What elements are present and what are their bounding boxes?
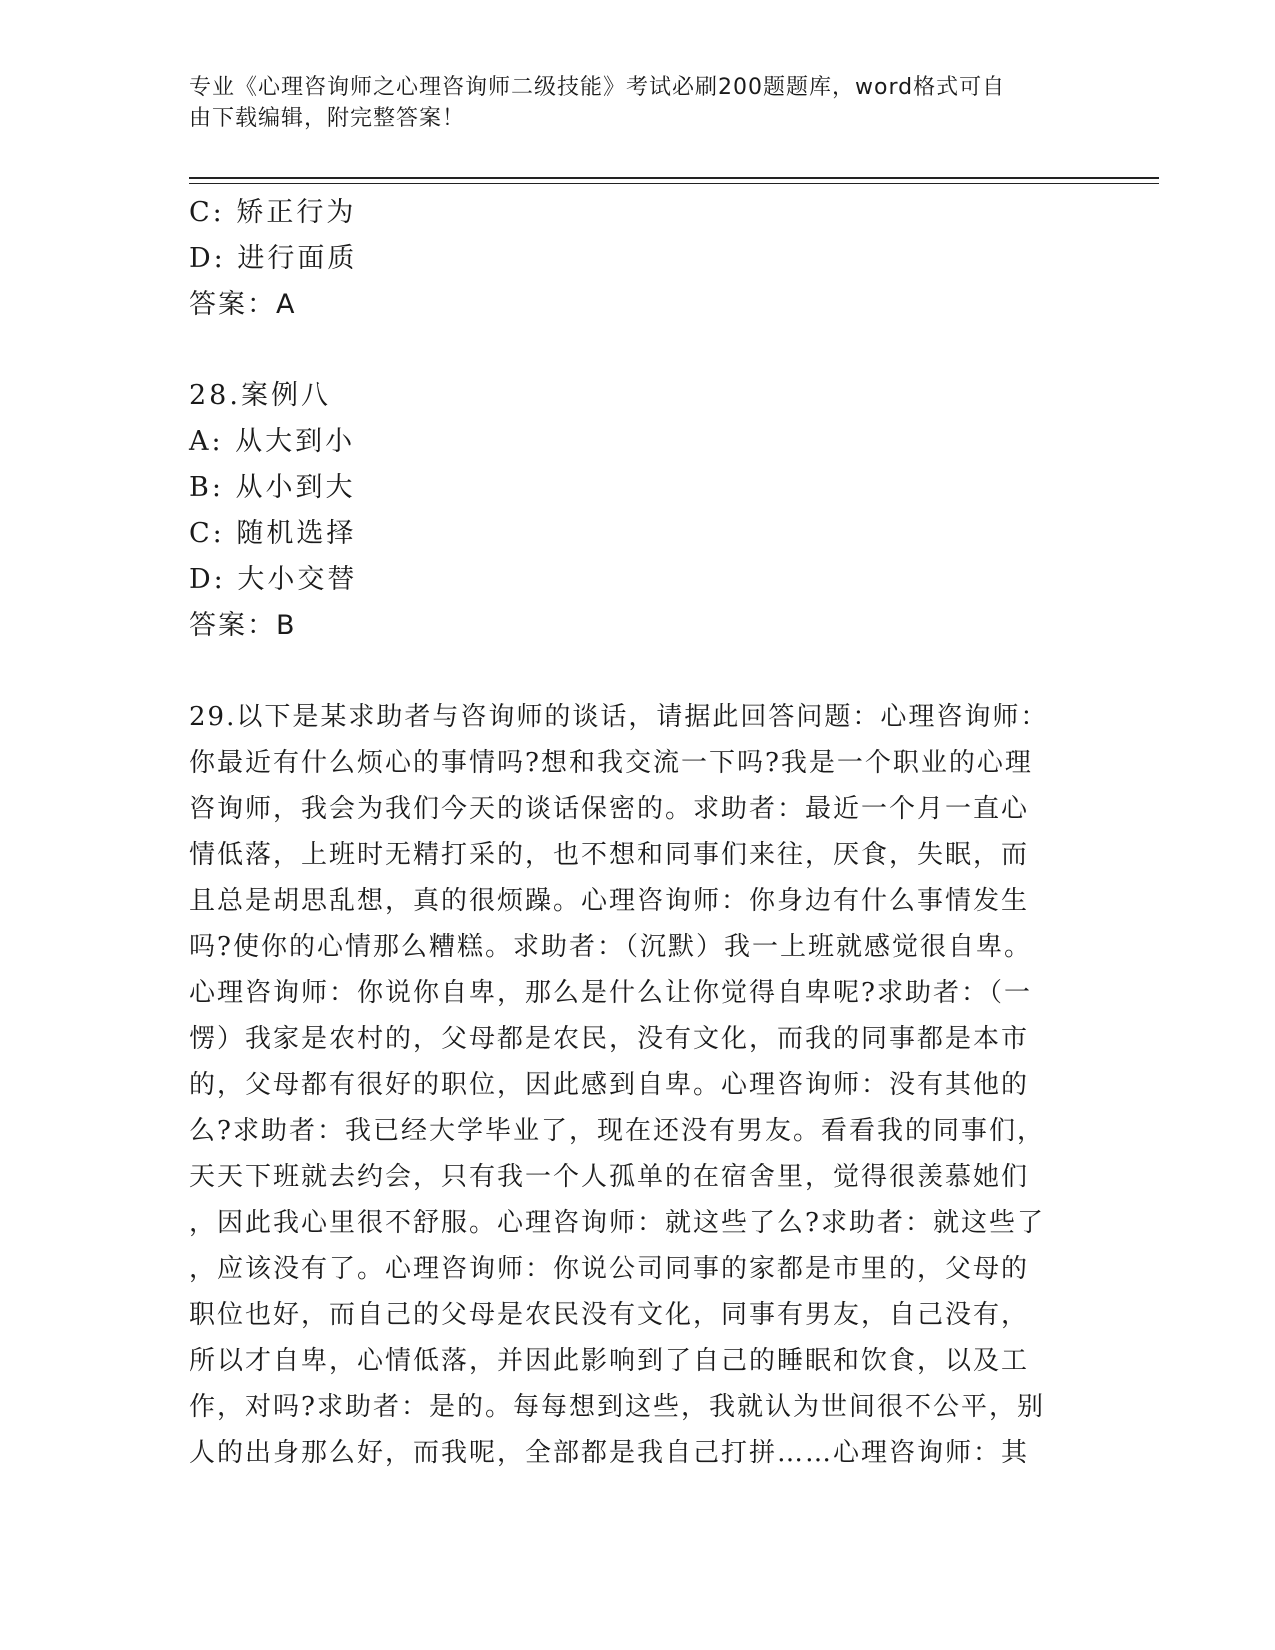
paragraph-line: 人的出身那么好，而我呢，全部都是我自己打拼……心理咨询师：其 [189, 1438, 1030, 1468]
paragraph-line: 且总是胡思乱想，真的很烦躁。心理咨询师：你身边有什么事情发生 [189, 886, 1030, 916]
option-b: B: 从小到大 [189, 472, 356, 503]
paragraph-line: ，应该没有了。心理咨询师：你说公司同事的家都是市里的，父母的 [189, 1254, 1030, 1284]
question-28 [189, 373, 1089, 649]
paragraph-line: 情低落，上班时无精打采的，也不想和同事们来往，厌食，失眠，而 [189, 840, 1030, 870]
answer-line: 答案：B [189, 610, 297, 641]
paragraph-line: 作，对吗?求助者：是的。每每想到这些，我就认为世间很不公平，别 [189, 1392, 1045, 1422]
header-divider-thick [189, 177, 1159, 179]
header-divider-thin [189, 183, 1159, 184]
paragraph-line: ，因此我心里很不舒服。心理咨询师：就这些了么?求助者：就这些了 [189, 1208, 1045, 1238]
paragraph-line: 吗?使你的心情那么糟糕。求助者：（沉默）我一上班就感觉很自卑。 [189, 932, 1032, 962]
option-c: C: 矫正行为 [189, 197, 357, 228]
question-stem: 28.案例八 [189, 380, 331, 411]
paragraph-line: 心理咨询师：你说你自卑，那么是什么让你觉得自卑呢?求助者：（一 [189, 978, 1032, 1008]
question-29 [189, 694, 1079, 1476]
question-27-tail [189, 190, 1089, 328]
paragraph-line: 天天下班就去约会，只有我一个人孤单的在宿舍里，觉得很羡慕她们 [189, 1162, 1030, 1192]
answer-line: 答案：A [189, 289, 297, 320]
paragraph-line: 么?求助者：我已经大学毕业了，现在还没有男友。看看我的同事们， [189, 1116, 1045, 1146]
paragraph-line: 你最近有什么烦心的事情吗?想和我交流一下吗?我是一个职业的心理 [189, 748, 1033, 778]
page-header [189, 72, 1079, 134]
option-c: C: 随机选择 [189, 518, 357, 549]
spacer [189, 328, 1089, 373]
paragraph-line: 所以才自卑，心情低落，并因此影响到了自己的睡眠和饮食，以及工 [189, 1346, 1030, 1376]
document-body [189, 190, 1089, 1476]
paragraph-line: 职位也好，而自己的父母是农民没有文化，同事有男友，自己没有， [189, 1300, 1030, 1330]
header-line-1: 专业《心理咨询师之心理咨询师二级技能》考试必刷200题题库，word格式可自 [189, 75, 1006, 100]
option-d: D: 进行面质 [189, 243, 358, 274]
spacer [189, 649, 1089, 694]
paragraph-line: 29.以下是某求助者与咨询师的谈话，请据此回答问题：心理咨询师： [189, 702, 1049, 732]
paragraph-line: 的，父母都有很好的职位，因此感到自卑。心理咨询师：没有其他的 [189, 1070, 1030, 1100]
paragraph-line: 咨询师，我会为我们今天的谈话保密的。求助者：最近一个月一直心 [189, 794, 1030, 824]
option-d: D: 大小交替 [189, 564, 358, 595]
option-a: A: 从大到小 [189, 426, 356, 457]
paragraph-line: 愣）我家是农村的，父母都是农民，没有文化，而我的同事都是本市 [189, 1024, 1030, 1054]
header-line-2: 由下载编辑，附完整答案！ [189, 106, 466, 131]
